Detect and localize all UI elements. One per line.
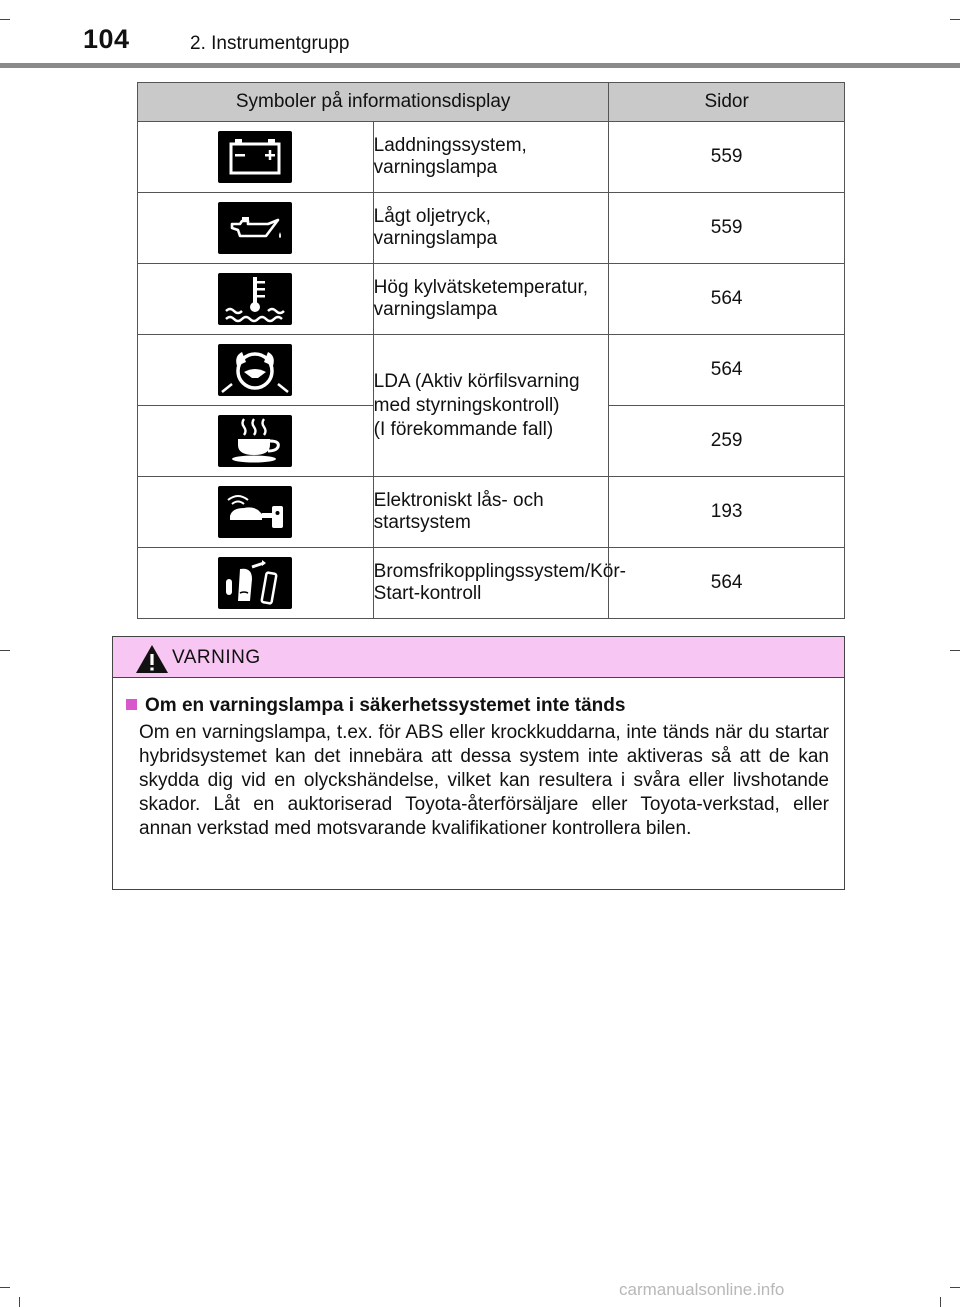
row-description: Hög kylvätsketemperatur, varningslampa [373, 264, 609, 335]
table-row [138, 477, 845, 548]
row-description-line: LDA (Aktiv körfilsvarning med styrningskontroll) [373, 370, 580, 416]
row-page: 564 [609, 548, 845, 619]
crop-mark [19, 1297, 20, 1307]
row-description-line: (I förekommande fall) [373, 418, 554, 440]
square-bullet-icon [126, 699, 137, 710]
table-row [138, 548, 845, 619]
oil-can-icon [218, 202, 292, 254]
table-header-row [138, 83, 845, 122]
steering-hands-icon [218, 344, 292, 396]
crop-mark [0, 650, 10, 651]
page-header [0, 0, 960, 70]
crop-mark [950, 1287, 960, 1288]
warning-text: Om en varningslampa, t.ex. för ABS eller krockkuddarna, inte tänds när du startar hybridsystemet kan det innebära att dessa system inte aktiveras så att de kan skydda dig vid en olyckshändelse, vilket kan resultera i svåra eller livshotande skador. Låt en auktoriserad Toyota-återförsäljare eller Toyota-verkstad, eller annan verkstad med motsvarande kvalifikationer kontrollera bilen. [139, 722, 829, 839]
crop-mark [940, 1297, 941, 1307]
table-row [138, 193, 845, 264]
row-page: 564 [609, 335, 845, 406]
watermark: carmanualsonline.info [619, 1280, 785, 1299]
warning-triangle-icon [134, 643, 170, 675]
crop-mark [0, 1287, 10, 1288]
table-row [138, 264, 845, 335]
row-description: Bromsfrikopplingssystem/Kör-Start-kontroll [373, 548, 609, 619]
warning-label: VARNING [172, 647, 261, 668]
warning-box [112, 636, 845, 890]
brake-foot-icon [218, 557, 292, 609]
row-page: 564 [609, 264, 845, 335]
row-description: Elektroniskt lås- och startsystem [373, 477, 609, 548]
warning-heading-text: Om en varningslampa i säkerhetssystemet inte tänds [145, 695, 626, 716]
row-page: 259 [609, 406, 845, 477]
crop-mark [950, 650, 960, 651]
header-rule [0, 63, 960, 68]
warning-header [113, 637, 844, 678]
column-header-pages: Sidor [609, 83, 845, 122]
coolant-temperature-icon [218, 273, 292, 325]
table-row [138, 122, 845, 193]
row-description [373, 335, 609, 477]
warning-body [113, 678, 844, 841]
row-page: 559 [609, 193, 845, 264]
row-page: 559 [609, 122, 845, 193]
warning-heading [126, 694, 829, 718]
row-description: Lågt oljetryck, varningslampa [373, 193, 609, 264]
page-number: 104 [83, 24, 130, 54]
coffee-cup-icon [218, 415, 292, 467]
battery-icon [218, 131, 292, 183]
row-page: 193 [609, 477, 845, 548]
table-row [138, 335, 845, 406]
section-title: 2. Instrumentgrupp [190, 33, 350, 54]
column-header-symbols: Symboler på informationsdisplay [138, 83, 609, 122]
row-description: Laddningssystem, varningslampa [373, 122, 609, 193]
symbols-table [137, 82, 845, 619]
key-car-icon [218, 486, 292, 538]
